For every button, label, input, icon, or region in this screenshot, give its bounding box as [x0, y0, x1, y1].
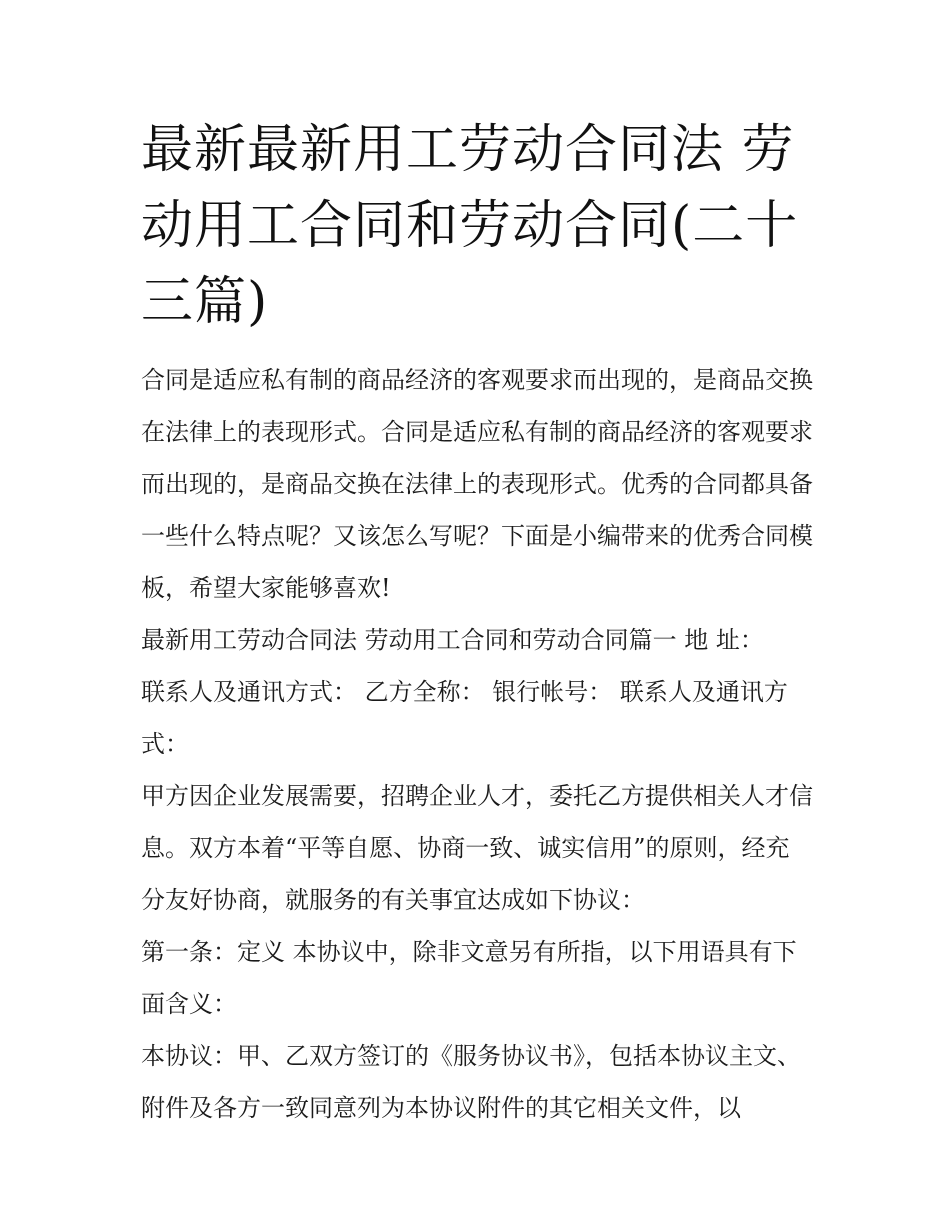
document-title: 最新最新用工劳动合同法 劳动用工合同和劳动合同(二十三篇): [141, 120, 799, 332]
definition-paragraph: 本协议：甲、乙双方签订的《服务协议书》，包括本协议主文、附件及各方一致同意列为本协议附件的其它相关文件，以: [141, 1042, 801, 1122]
contact-info-line: 联系人及通讯方式： 乙方全称： 银行帐号： 联系人及通讯方式：: [141, 678, 788, 758]
section-heading-line: 最新用工劳动合同法 劳动用工合同和劳动合同篇一 地 址：: [141, 626, 764, 654]
agreement-purpose-paragraph: 甲方因企业发展需要，招聘企业人才，委托乙方提供相关人才信息。双方本着“平等自愿、协商一致、诚实信用”的原则，经充分友好协商，就服务的有关事宜达成如下协议：: [141, 782, 813, 914]
intro-paragraph: 合同是适应私有制的商品经济的客观要求而出现的，是商品交换在法律上的表现形式。合同是适应私有制的商品经济的客观要求而出现的，是商品交换在法律上的表现形式。优秀的合同都具备一些什么特点呢？又该怎么写呢？下面是小编带来的优秀合同模板，希望大家能够喜欢!: [141, 366, 813, 602]
article-one-paragraph: 第一条：定义 本协议中，除非文意另有所指，以下用语具有下面含义：: [141, 938, 797, 1018]
document-body: [141, 112, 813, 1134]
